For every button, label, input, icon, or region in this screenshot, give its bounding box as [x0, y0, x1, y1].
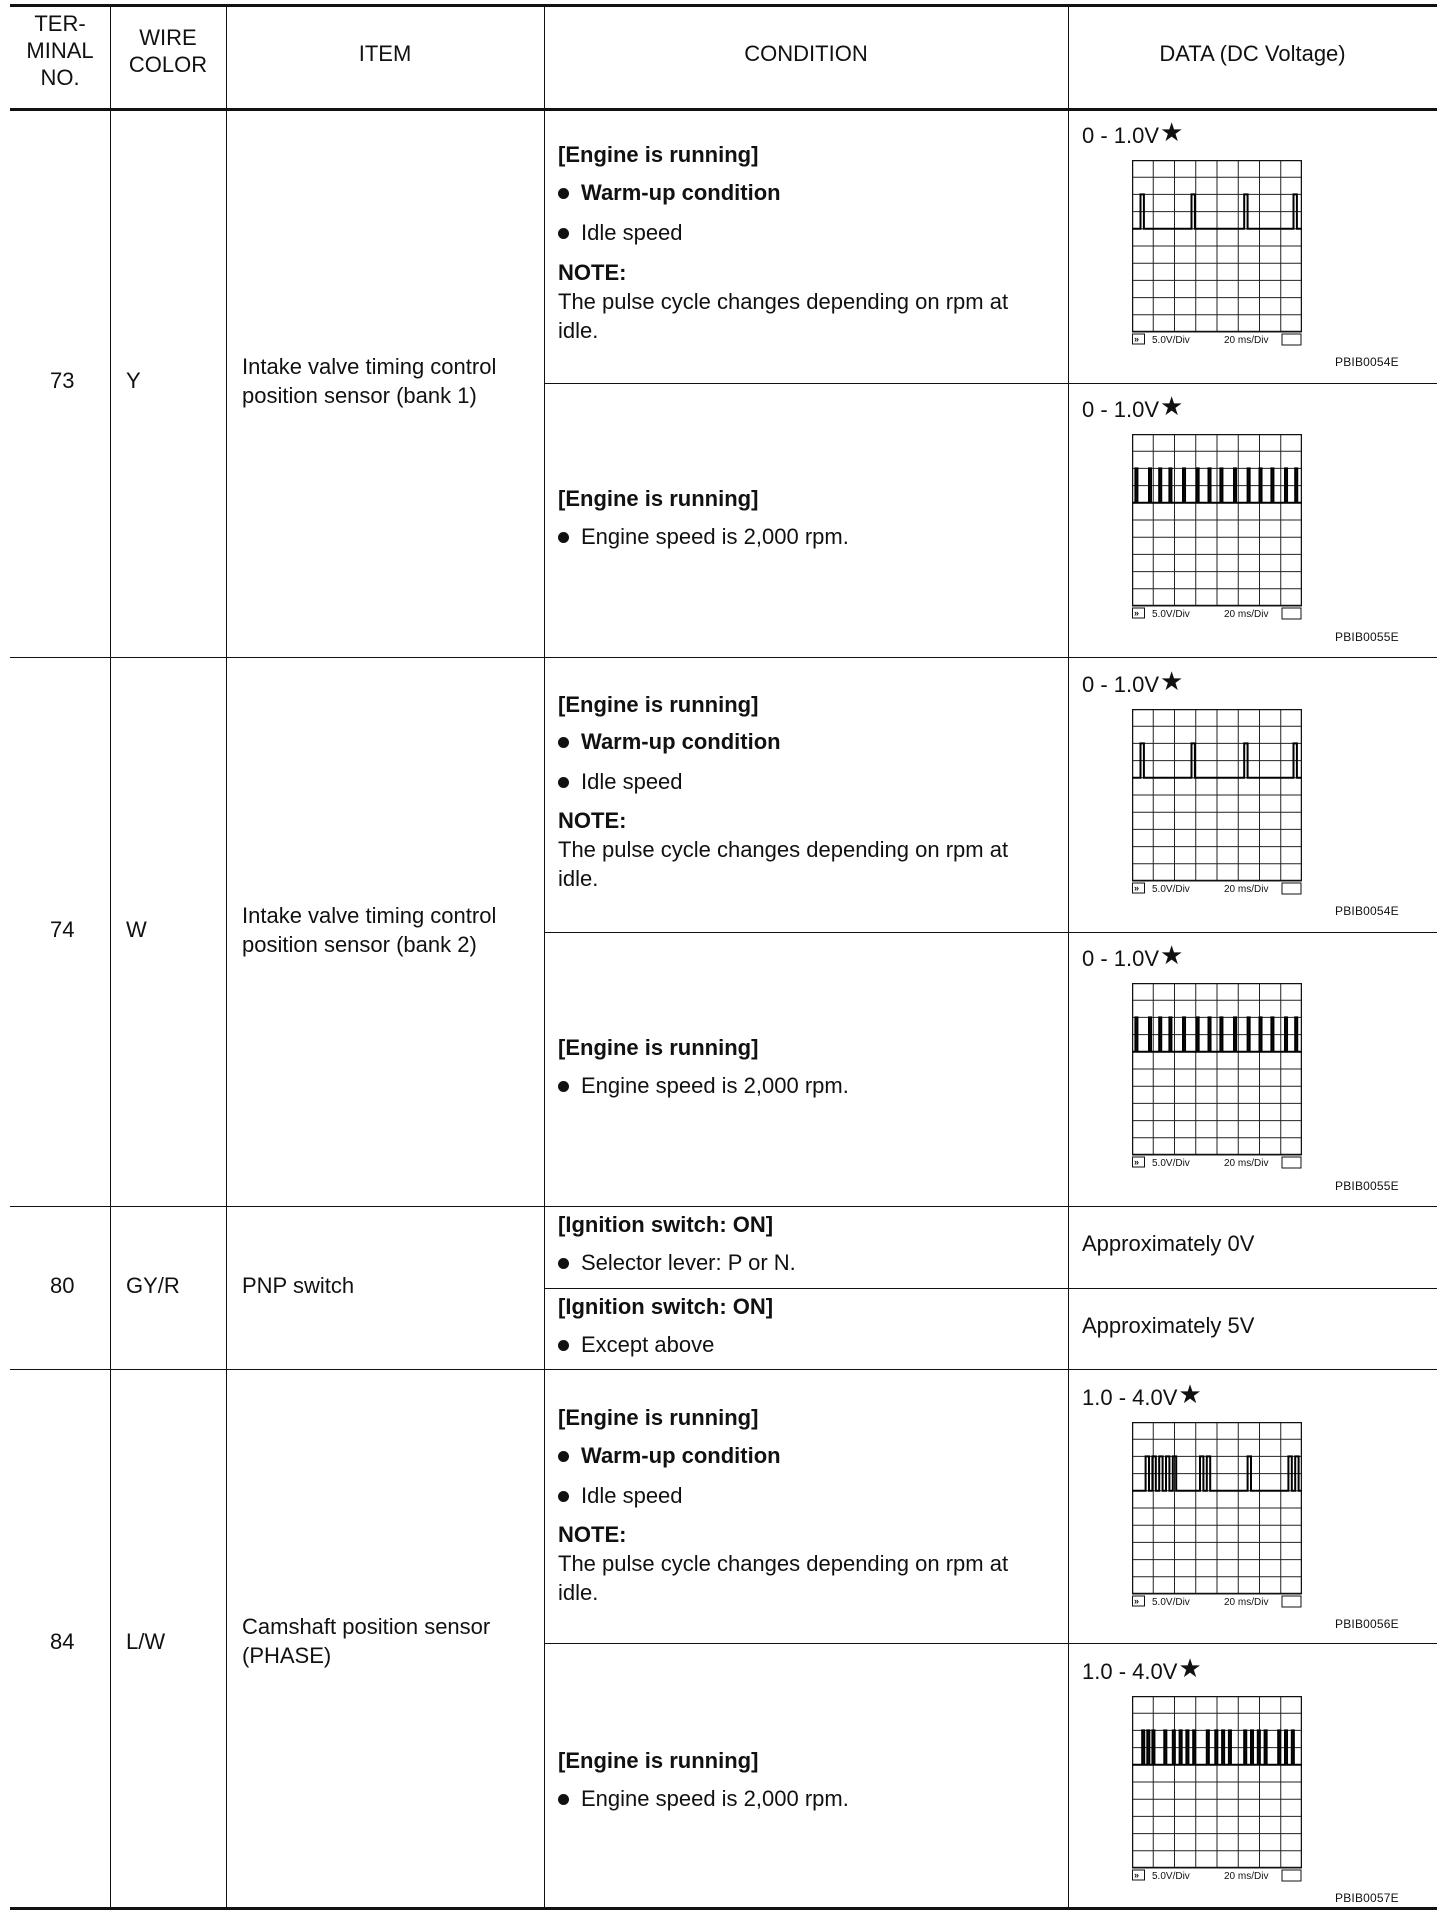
voltage-range	[1082, 391, 1184, 424]
note-text: The pulse cycle changes depending on rpm at idle.	[558, 1551, 1009, 1605]
oscilloscope-chart	[1132, 160, 1302, 346]
column-line-4	[1068, 6, 1069, 1908]
condition-heading: [Engine is running]	[558, 1405, 759, 1430]
scope-volt-div-label: 5.0V/Div	[1152, 1871, 1190, 1882]
scope-marker-icon: »	[1134, 334, 1140, 344]
scope-time-div-label: 20 ms/Div	[1224, 884, 1269, 895]
condition-bullet	[558, 767, 683, 796]
oscilloscope-graph	[1132, 160, 1302, 346]
row-divider-80-84	[10, 1369, 1437, 1370]
bullet-icon	[558, 228, 569, 239]
note-heading: NOTE:	[558, 808, 627, 833]
table-top-border	[10, 4, 1437, 7]
oscilloscope-chart	[1132, 1422, 1302, 1608]
row-80-terminal: 80	[50, 1273, 75, 1298]
voltage-range	[1082, 1379, 1202, 1412]
row-84-terminal: 84	[50, 1629, 75, 1654]
condition-bullet	[558, 1330, 714, 1359]
bullet-icon	[558, 532, 569, 543]
note-text: The pulse cycle changes depending on rpm at idle.	[558, 837, 1009, 891]
row-divider-73-74	[10, 657, 1437, 658]
bullet-icon	[558, 737, 569, 748]
note-heading: NOTE:	[558, 1522, 627, 1547]
subrow-divider-84	[544, 1643, 1437, 1644]
row-80-wire: GY/R	[126, 1273, 180, 1298]
scope-time-div-label: 20 ms/Div	[1224, 1158, 1269, 1169]
scope-volt-div-label: 5.0V/Div	[1152, 335, 1190, 346]
figure-code: PBIB0054E	[1335, 355, 1399, 369]
oscilloscope-chart	[1132, 983, 1302, 1169]
table-bottom-border	[10, 1907, 1437, 1910]
scope-footer-box	[1282, 1870, 1301, 1881]
column-line-1	[110, 6, 111, 1908]
condition-heading: [Engine is running]	[558, 142, 759, 167]
header-divider	[10, 108, 1437, 111]
scope-footer-box	[1282, 1157, 1301, 1168]
bullet-icon	[558, 1081, 569, 1092]
oscilloscope-graph	[1132, 1696, 1302, 1882]
bullet-text: Idle speed	[581, 1483, 683, 1508]
voltage-text: 1.0 - 4.0V	[1082, 1659, 1178, 1684]
condition-heading: [Ignition switch: ON]	[558, 1294, 774, 1319]
column-line-2	[226, 6, 227, 1908]
scope-marker-icon: »	[1134, 1157, 1140, 1167]
subrow-divider-74	[544, 932, 1437, 933]
oscilloscope-chart	[1132, 1696, 1302, 1882]
star-icon: ★	[1160, 391, 1184, 421]
condition-heading: [Engine is running]	[558, 1035, 759, 1060]
row-84-item: Camshaft position sensor (PHASE)	[242, 1614, 491, 1668]
row-73-terminal: 73	[50, 368, 75, 393]
bullet-icon	[558, 1258, 569, 1269]
star-icon: ★	[1178, 1653, 1202, 1683]
oscilloscope-graph	[1132, 709, 1302, 895]
bullet-text: Warm-up condition	[581, 180, 781, 205]
scope-volt-div-label: 5.0V/Div	[1152, 609, 1190, 620]
scope-marker-icon: »	[1134, 1596, 1140, 1606]
bullet-text: Engine speed is 2,000 rpm.	[581, 1786, 849, 1811]
bullet-text: Warm-up condition	[581, 1443, 781, 1468]
bullet-icon	[558, 1451, 569, 1462]
voltage-range	[1082, 666, 1184, 699]
star-icon: ★	[1160, 666, 1184, 696]
oscilloscope-graph	[1132, 983, 1302, 1169]
scope-volt-div-label: 5.0V/Div	[1152, 1158, 1190, 1169]
voltage-text: 0 - 1.0V	[1082, 397, 1160, 422]
bullet-icon	[558, 777, 569, 788]
figure-code: PBIB0055E	[1335, 630, 1399, 644]
header-data: DATA (DC Voltage)	[1159, 41, 1346, 66]
voltage-text: 0 - 1.0V	[1082, 123, 1160, 148]
condition-heading: [Ignition switch: ON]	[558, 1212, 774, 1237]
row-73-item: Intake valve timing control position sensor (bank 1)	[242, 354, 497, 408]
condition-bullet	[558, 1071, 849, 1100]
star-icon: ★	[1160, 117, 1184, 147]
data-value: Approximately 5V	[1082, 1313, 1255, 1338]
condition-bullet	[558, 1441, 781, 1470]
scope-volt-div-label: 5.0V/Div	[1152, 884, 1190, 895]
scope-footer-box	[1282, 608, 1301, 619]
bullet-text: Except above	[581, 1332, 715, 1357]
condition-bullet	[558, 1481, 683, 1510]
oscilloscope-chart	[1132, 709, 1302, 895]
voltage-text: 0 - 1.0V	[1082, 946, 1160, 971]
figure-code: PBIB0057E	[1335, 1891, 1399, 1905]
condition-heading: [Engine is running]	[558, 1748, 759, 1773]
condition-heading: [Engine is running]	[558, 692, 759, 717]
bullet-text: Idle speed	[581, 220, 683, 245]
scope-time-div-label: 20 ms/Div	[1224, 609, 1269, 620]
oscilloscope-chart	[1132, 434, 1302, 620]
row-74-item: Intake valve timing control position sensor (bank 2)	[242, 903, 497, 957]
scope-footer-box	[1282, 1596, 1301, 1607]
figure-code: PBIB0055E	[1335, 1179, 1399, 1193]
condition-bullet	[558, 1784, 849, 1813]
scope-time-div-label: 20 ms/Div	[1224, 1597, 1269, 1608]
scope-footer-box	[1282, 334, 1301, 345]
subrow-divider-80	[544, 1288, 1437, 1289]
voltage-text: 1.0 - 4.0V	[1082, 1385, 1178, 1410]
condition-bullet	[558, 522, 849, 551]
bullet-text: Selector lever: P or N.	[581, 1250, 796, 1275]
scope-marker-icon: »	[1134, 1870, 1140, 1880]
condition-bullet	[558, 218, 683, 247]
scope-footer-box	[1282, 883, 1301, 894]
star-icon: ★	[1160, 940, 1184, 970]
column-line-3	[544, 6, 545, 1908]
header-terminal-no: TER- MINAL NO.	[26, 11, 94, 90]
condition-heading: [Engine is running]	[558, 486, 759, 511]
scope-volt-div-label: 5.0V/Div	[1152, 1597, 1190, 1608]
header-wire-color: WIRE COLOR	[128, 25, 208, 77]
data-value: Approximately 0V	[1082, 1231, 1255, 1256]
condition-bullet	[558, 1248, 796, 1277]
scope-marker-icon: »	[1134, 608, 1140, 618]
scope-marker-icon: »	[1134, 883, 1140, 893]
row-80-item: PNP switch	[242, 1273, 355, 1298]
subrow-divider-73	[544, 383, 1437, 384]
scope-time-div-label: 20 ms/Div	[1224, 335, 1269, 346]
voltage-range	[1082, 1653, 1202, 1686]
note-text: The pulse cycle changes depending on rpm at idle.	[558, 289, 1009, 343]
bullet-icon	[558, 188, 569, 199]
bullet-text: Warm-up condition	[581, 729, 781, 754]
note-heading: NOTE:	[558, 260, 627, 285]
bullet-icon	[558, 1794, 569, 1805]
voltage-range	[1082, 117, 1184, 150]
bullet-text: Engine speed is 2,000 rpm.	[581, 524, 849, 549]
bullet-text: Idle speed	[581, 769, 683, 794]
figure-code: PBIB0056E	[1335, 1617, 1399, 1631]
voltage-text: 0 - 1.0V	[1082, 672, 1160, 697]
row-74-terminal: 74	[50, 917, 75, 942]
header-item: ITEM	[358, 41, 412, 66]
bullet-text: Engine speed is 2,000 rpm.	[581, 1073, 849, 1098]
bullet-icon	[558, 1340, 569, 1351]
scope-time-div-label: 20 ms/Div	[1224, 1871, 1269, 1882]
row-73-wire: Y	[126, 368, 141, 393]
bullet-icon	[558, 1491, 569, 1502]
row-divider-74-80	[10, 1206, 1437, 1207]
figure-code: PBIB0054E	[1335, 904, 1399, 918]
row-74-wire: W	[126, 917, 147, 942]
condition-bullet	[558, 178, 781, 207]
condition-bullet	[558, 727, 781, 756]
oscilloscope-graph	[1132, 1422, 1302, 1608]
header-condition: CONDITION	[744, 41, 868, 66]
row-84-wire: L/W	[126, 1629, 166, 1654]
oscilloscope-graph	[1132, 434, 1302, 620]
star-icon: ★	[1178, 1379, 1202, 1409]
voltage-range	[1082, 940, 1184, 973]
